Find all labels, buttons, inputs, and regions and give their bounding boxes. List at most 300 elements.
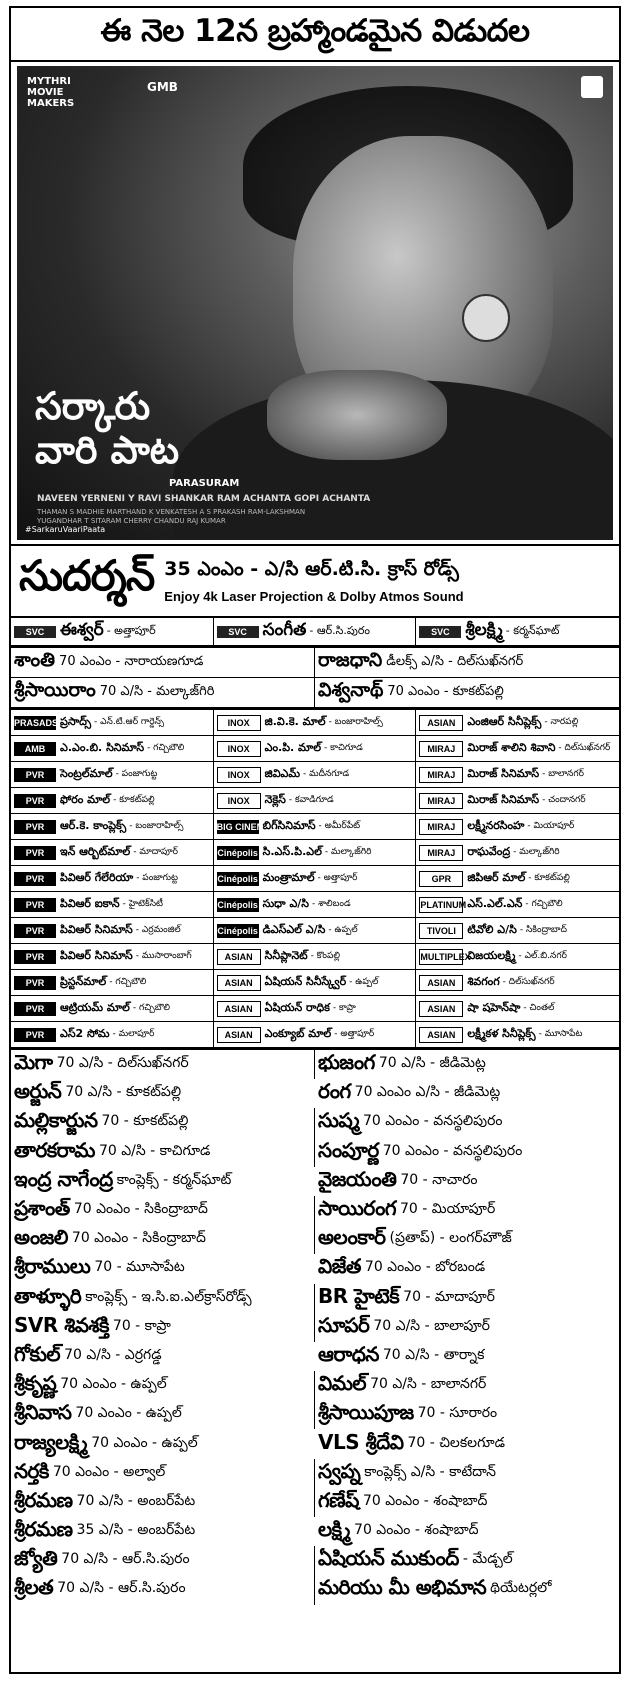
- single-screen-name: తారకరామ: [14, 1137, 95, 1162]
- chain-logo: PVR: [14, 820, 56, 834]
- theatre-details: 70 ఎ/సి - మల్కాజ్‌గిరి: [99, 683, 215, 699]
- multiplex-cell: [416, 1022, 619, 1048]
- single-screen-cell: [11, 1459, 315, 1488]
- svc-logo: SVC: [14, 626, 56, 638]
- chain-logo: INOX: [217, 767, 261, 783]
- movie-title-line1: సర్కారు: [35, 384, 151, 428]
- multiplex-location: - కూకట్‌పల్లి: [113, 794, 155, 805]
- movie-title-line2: వారి పాట: [35, 428, 180, 472]
- multiplex-name: ఏషియన్ సినీస్క్వేర్: [264, 974, 347, 988]
- chain-logo: Cinépolis: [217, 873, 258, 884]
- multiplex-name: పివిఆర్ సినిమాస్: [60, 922, 133, 936]
- multiplex-location: - బంజారాహిల్స్: [328, 716, 383, 727]
- crew-credits: THAMAN S MADHIE MARTHAND K VENKATESH A S PRAKASH RAM-LAKSHMAN YUGANDHAR T SITARAM CHERRY CHANDU RAJ KUMAR: [37, 508, 306, 525]
- single-screen-cell: [315, 1196, 619, 1225]
- single-screen-name: BR హైటెక్: [318, 1283, 400, 1308]
- chain-logo: Cinépolis: [217, 925, 258, 936]
- svc-logo: SVC: [419, 626, 461, 638]
- chain-logo: ASIAN: [419, 975, 463, 991]
- single-screen-cell: [11, 1079, 315, 1108]
- multiplex-name: డిఎస్ఎల్ ఎ/సి: [262, 922, 326, 936]
- chain-logo: ASIAN: [217, 975, 261, 991]
- single-screen-cell: [315, 1167, 619, 1196]
- multiplex-name: జి.వి.కె. మాల్: [264, 714, 326, 728]
- multiplex-cell: [416, 762, 619, 788]
- single-screen-name: ప్రశాంత్: [14, 1196, 70, 1221]
- theatre-cell: [11, 648, 315, 678]
- multiplex-cell: [11, 736, 214, 762]
- single-screen-cell: [315, 1108, 619, 1137]
- multiplex-name: మంత్రామాల్: [262, 870, 315, 884]
- multiplex-name: రాఘవేంద్ర: [467, 844, 511, 858]
- chain-logo: PVR: [14, 950, 56, 964]
- single-screen-cell: [315, 1400, 619, 1429]
- multiplex-location: - ఉప్పల్: [349, 976, 379, 987]
- single-screen-name: లక్ష్మి: [318, 1517, 351, 1542]
- hero-theatre-name: సుదర్శన్: [19, 551, 155, 600]
- multiplex-name: సి.ఎస్.పి.ఎల్: [262, 844, 322, 858]
- multiplex-location: - సికింద్రాబాద్: [519, 924, 567, 935]
- hashtag: #SarkaruVaariPaata: [25, 525, 106, 534]
- single-screen-details: 70 ఎ/సి - బాలానగర్: [370, 1376, 487, 1393]
- multiplex-location: - అమీర్‌పేట్: [318, 820, 361, 831]
- multiplex-location: - చింతల్: [523, 1002, 555, 1013]
- single-screen-details: 70 ఎ/సి - తార్నాక: [382, 1346, 485, 1363]
- single-screen-cell: [315, 1079, 619, 1108]
- single-screen-name: శ్రీకృష్ణ: [14, 1371, 57, 1396]
- chain-logo: ASIAN: [217, 949, 261, 965]
- single-screen-cell: [315, 1429, 619, 1458]
- single-screen-name: సూపర్: [318, 1312, 370, 1337]
- chain-logo: GPR: [419, 871, 463, 887]
- svc-theatres: [11, 618, 619, 648]
- multiplex-cell: [11, 762, 214, 788]
- theatre-cell: [416, 618, 619, 646]
- hero-theatre: [11, 544, 619, 618]
- theatre-name: సంగీత: [262, 619, 307, 640]
- multiplex-location: - బాలానగర్: [542, 768, 584, 779]
- multiplex-location: - శాలిబండ: [312, 898, 351, 909]
- chain-logo: ASIAN: [217, 1001, 261, 1017]
- chain-logo: MIRAJ: [419, 793, 463, 809]
- multiplex-location: - నారపల్లి: [544, 716, 579, 727]
- single-screen-name: తాళ్ళూరి: [14, 1283, 82, 1308]
- single-screen-name: సంపూర్ణ: [318, 1137, 379, 1162]
- multiplex-name: జిపిఆర్ మాల్: [467, 870, 526, 884]
- multiplex-name: ఇన్ ఆర్బిట్‌మాల్: [60, 844, 131, 858]
- multiplex-name: బిగ్‌సినిమాస్: [262, 818, 316, 832]
- multiplex-location: - కొంపల్లి: [310, 950, 340, 961]
- multiplex-cell: [11, 944, 214, 970]
- multiplex-name: సినీప్లానెట్: [264, 948, 308, 962]
- single-screen-cell: [11, 1284, 315, 1313]
- single-screen-cell: [11, 1108, 315, 1137]
- single-screen-details: 70 ఎ/సి - అంబర్‌పేట: [76, 1492, 196, 1509]
- multiplex-cell: [416, 736, 619, 762]
- single-screen-cell: [11, 1196, 315, 1225]
- multiplex-cell: [214, 762, 417, 788]
- poster-hands: [267, 370, 447, 460]
- single-screen-name: అర్జున్: [14, 1079, 62, 1104]
- multiplex-location: - మల్కాజ్‌గిరి: [324, 846, 372, 857]
- multiplex-location: - గచ్చిబౌలి: [109, 976, 147, 987]
- single-screen-name: మెగా: [14, 1050, 53, 1075]
- single-screen-cell: [315, 1254, 619, 1283]
- single-screen-cell: [315, 1313, 619, 1342]
- multiplex-cell: [11, 788, 214, 814]
- single-screen-details: 70 ఎంఎం - అల్వాల్: [52, 1463, 166, 1480]
- multiplex-location: - మదీనగూడ: [302, 768, 350, 779]
- multiplex-cell: [416, 892, 619, 918]
- release-banner: ఈ నెల 12న బ్రహ్మాండమైన విడుదల: [11, 8, 619, 62]
- single-screen-cell: [315, 1459, 619, 1488]
- single-screen-name: గోకుల్: [14, 1341, 61, 1366]
- multiplex-cell: [416, 970, 619, 996]
- single-screen-details: 70 - సూరారం: [417, 1405, 498, 1422]
- multiplex-cell: [214, 866, 417, 892]
- multiplex-cell: [214, 814, 417, 840]
- single-screen-cell: [315, 1342, 619, 1371]
- single-screen-cell: [11, 1575, 315, 1604]
- chain-logo: ASIAN: [217, 1027, 261, 1043]
- single-screen-name: అలంకార్: [318, 1225, 386, 1250]
- theatre-cell: [315, 678, 619, 708]
- multiplex-location: - మియాపూర్: [527, 820, 575, 831]
- single-screen-details: - మేడ్చల్: [462, 1551, 513, 1568]
- single-screen-details: 35 ఎ/సి - అంబర్‌పేట: [76, 1522, 196, 1539]
- multiplex-name: జివిఎమ్: [264, 766, 300, 780]
- single-screen-list: [11, 1050, 619, 1605]
- single-screen-details: 70 ఎ/సి - ఆర్.సి.పురం: [61, 1551, 190, 1568]
- chain-logo: PVR: [14, 794, 56, 808]
- multiplex-name: ఎస్2 సోమ: [60, 1026, 110, 1040]
- chain-logo: Cinépolis: [217, 899, 258, 910]
- multiplex-location: - కాచిగూడ: [324, 742, 363, 753]
- chain-logo: ASIAN: [419, 715, 463, 731]
- multiplex-location: - ఎల్.బి.నగర్: [518, 950, 567, 961]
- theatre-cell: [315, 648, 619, 678]
- producer-logo: MYTHRI MOVIE MAKERS: [27, 76, 75, 109]
- single-screen-name: ఆరాధన: [318, 1341, 379, 1366]
- single-screen-cell: [315, 1575, 619, 1604]
- single-screen-details: 70 ఎ/సి - దిల్‌సుఖ్‌నగర్: [56, 1055, 189, 1072]
- chain-logo: INOX: [217, 793, 261, 809]
- multiplex-location: - చందానగర్: [542, 794, 586, 805]
- single-screen-name: సుష్మ: [318, 1108, 359, 1133]
- single-screen-details: 70 - చిలకలగూడ: [407, 1434, 505, 1451]
- single-screen-details: (ప్రతాప్) - లంగర్‌హౌజ్: [389, 1230, 512, 1247]
- theatre-name: శ్రీలక్ష్మి: [465, 619, 503, 640]
- multiplex-name: ఎంక్యూబ్ మాల్: [264, 1026, 332, 1040]
- theatre-name: శాంతి: [14, 649, 56, 671]
- multiplex-location: - ఎర్రమంజిల్: [135, 924, 181, 935]
- single-screen-name: శ్రీరమణ: [14, 1487, 73, 1512]
- director-credit: PARASURAM: [169, 478, 240, 489]
- single-screen-name: అంజలి: [14, 1225, 68, 1250]
- multiplex-cell: [11, 710, 214, 736]
- single-screen-details: కాంప్లెక్స్ - కర్మన్‌ఘాట్: [116, 1171, 232, 1188]
- single-screen-details: 70 - కాప్రా: [112, 1317, 171, 1334]
- multiplex-cell: [214, 710, 417, 736]
- single-screen-name: ఇంద్ర నాగేంద్ర: [14, 1166, 113, 1191]
- newspaper-ad: [9, 6, 621, 1674]
- theatre-cell: [11, 618, 214, 646]
- multiplex-location: - దిల్‌సుఖ్‌నగర్: [502, 976, 555, 987]
- single-screen-details: 70 ఎంఎం - శంషాబాద్: [362, 1492, 488, 1509]
- multiplex-location: - పంజాగుట్ట: [136, 872, 178, 883]
- single-screen-cell: [11, 1167, 315, 1196]
- single-screen-cell: [315, 1138, 619, 1167]
- chain-logo: Cinépolis: [217, 847, 258, 858]
- multiplex-name: సుధా ఎ/సి: [262, 896, 310, 910]
- multiplex-location: - అత్తాపూర్: [334, 1028, 375, 1039]
- hero-theatre-details: [164, 558, 463, 604]
- chain-logo: MIRAJ: [419, 845, 463, 861]
- chain-logo: ASIAN: [419, 1027, 463, 1043]
- svc-logo: SVC: [217, 626, 259, 638]
- single-screen-details: 70 ఎ/సి - జీడిమెట్ల: [378, 1055, 486, 1072]
- multiplex-cell: [214, 840, 417, 866]
- multiplex-cell: [416, 944, 619, 970]
- single-screen-details: 70 ఎంఎం - బోరబండ: [364, 1259, 486, 1276]
- multiplex-location: - ముసారాంబాగ్: [135, 950, 192, 961]
- multiplex-location: - అత్తాపూర్: [317, 872, 358, 883]
- chain-logo: PVR: [14, 846, 56, 860]
- multiplex-cell: [214, 788, 417, 814]
- single-screen-name: VLS శ్రీదేవి: [318, 1429, 404, 1454]
- multiplex-name: షా షహెన్‌షా: [467, 1000, 521, 1014]
- chain-logo: INOX: [217, 741, 261, 757]
- multiplex-cell: [11, 918, 214, 944]
- single-screen-name: శ్రీనివాస: [14, 1400, 72, 1425]
- multiplex-location: - బంజారాహిల్స్: [129, 820, 184, 831]
- multiplex-name: ఎంజిఆర్ సినీప్లెక్స్: [467, 714, 542, 728]
- single-screen-details: 70 ఎంఎం - వనస్థలిపురం: [362, 1113, 503, 1130]
- single-screen-cell: [315, 1488, 619, 1517]
- multiplex-name: శివగంగ: [467, 974, 500, 988]
- single-screen-details: 70 ఎంఎం - ఉప్పల్: [60, 1376, 167, 1393]
- multiplex-name: ఏషియన్ రాధిక: [264, 1000, 330, 1014]
- multiplex-cell: [11, 970, 214, 996]
- theatre-details: డీలక్స్ ఎ/సి - దిల్‌సుఖ్‌నగర్: [386, 653, 524, 669]
- single-screen-cell: [11, 1517, 315, 1546]
- single-screen-name: నర్తకి: [14, 1458, 49, 1483]
- chain-logo: INOX: [217, 715, 261, 731]
- multiplex-name: లక్ష్మీకళ సినీప్లెక్స్: [467, 1026, 536, 1040]
- multiplex-cell: [416, 788, 619, 814]
- single-screen-name: శ్రీలత: [14, 1575, 54, 1600]
- single-screen-name: మల్లికార్జున: [14, 1108, 98, 1133]
- multiplex-name: మిరాజ్ శాలిని శివాని: [467, 740, 556, 754]
- single-screen-details: 70 - నాచారం: [400, 1171, 478, 1188]
- theatre-location: - అత్తాపూర్: [106, 623, 156, 637]
- chain-logo: PVR: [14, 898, 56, 912]
- single-screen-details: 70 - కూకట్‌పల్లి: [101, 1113, 189, 1130]
- chain-logo: PVR: [14, 976, 56, 990]
- producer-credits: NAVEEN YERNENI Y RAVI SHANKAR RAM ACHANTA GOPI ACHANTA: [37, 494, 371, 504]
- single-screen-details: 70 ఎంఎం ఎ/సి - జీడిమెట్ల: [354, 1084, 501, 1101]
- chain-logo: MIRAJ: [419, 767, 463, 783]
- multiplex-cell: [214, 944, 417, 970]
- chain-logo: PVR: [14, 872, 56, 886]
- multiplex-name: ఎస్.ఎల్.ఎన్: [467, 896, 523, 910]
- multiplex-cell: [11, 1022, 214, 1048]
- multiplex-cell: [11, 996, 214, 1022]
- multiplex-name: ఆర్.కె. కాంప్లెక్స్: [60, 818, 127, 832]
- single-screen-details: 70 ఎంఎం - సికింద్రాబాద్: [71, 1230, 206, 1247]
- single-screen-cell: [315, 1371, 619, 1400]
- chain-logo: PVR: [14, 768, 56, 782]
- single-screen-name: ఏషియన్ ముకుంద్: [318, 1546, 459, 1571]
- multiplex-name: విజయలక్ష్మి: [467, 948, 516, 962]
- movie-title: [35, 384, 179, 472]
- multiplex-cell: [416, 866, 619, 892]
- single-screen-details: 70 ఎంఎం - శంషాబాద్: [354, 1522, 479, 1539]
- single-screen-cell: [11, 1400, 315, 1429]
- multiplex-name: టివోలి ఎ/సి: [467, 922, 517, 936]
- multiplex-cell: [214, 736, 417, 762]
- multiplex-cell: [416, 996, 619, 1022]
- theatre-name: రాజధాని: [318, 649, 383, 671]
- multiplex-cell: [11, 840, 214, 866]
- chain-logo: PLATINUM: [419, 897, 463, 913]
- single-screen-details: 70 - మూసాపేట: [94, 1259, 185, 1276]
- multiplex-list: [11, 710, 619, 1050]
- single-screen-details: 70 ఎంఎం - సికింద్రాబాద్: [73, 1201, 208, 1218]
- multiplex-name: ప్రసాద్స్: [60, 714, 92, 728]
- single-screen-details: 70 ఎంఎం - వనస్థలిపురం: [382, 1142, 523, 1159]
- multiplex-location: - హైటెక్‌సిటీ: [122, 898, 163, 909]
- hero-theatre-tagline: Enjoy 4k Laser Projection & Dolby Atmos Sound: [164, 589, 464, 604]
- multiplex-name: ఎం.పి. మాల్: [264, 740, 322, 754]
- single-screen-cell: [11, 1342, 315, 1371]
- multiplex-cell: [416, 814, 619, 840]
- multiplex-name: ఆట్రియమ్ మాల్: [60, 1000, 130, 1014]
- multiplex-location: - మూసాపేట: [538, 1028, 583, 1039]
- multiplex-location: - కూకట్‌పల్లి: [528, 872, 570, 883]
- multiplex-name: మిరాజ్ సినిమాస్: [467, 792, 540, 806]
- studio-logo: GMB: [147, 80, 178, 94]
- single-screen-details: 70 - మాదాపూర్: [403, 1288, 495, 1305]
- multiplex-location: - మల్కాజ్‌గిరి: [513, 846, 560, 857]
- multiplex-name: సెంట్రల్‌మాల్: [60, 766, 113, 780]
- multiplex-name: పివిఆర్ సినిమాస్: [60, 948, 133, 962]
- single-screen-details: 70 ఎంఎం - ఉప్పల్: [75, 1405, 182, 1422]
- single-screen-details: 70 ఎ/సి - కాచిగూడ: [98, 1142, 211, 1159]
- multiplex-location: - మాదాపూర్: [133, 846, 178, 857]
- single-screen-name: విజేత: [318, 1254, 361, 1279]
- multiplex-location: - మలాపూర్: [112, 1028, 155, 1039]
- single-screen-cell: [11, 1225, 315, 1254]
- single-screen-name: జ్యోతి: [14, 1546, 58, 1571]
- multiplex-location: - గచ్చిబౌలి: [147, 742, 185, 753]
- theatre-location: - ఆర్.సి.పురం: [309, 623, 370, 637]
- theatre-name: ఈశ్వర్: [60, 619, 104, 640]
- theatre-details: 70 ఎంఎం - కూకట్‌పల్లి: [387, 683, 504, 699]
- single-screen-cell: [315, 1284, 619, 1313]
- single-screen-details: 70 ఎ/సి - బాలాపూర్: [373, 1317, 490, 1334]
- multiplex-cell: [11, 866, 214, 892]
- single-screen-details: 70 - మియాపూర్: [400, 1201, 496, 1218]
- multiplex-name: లక్ష్మీనరసింహ: [467, 818, 525, 832]
- single-screen-cell: [11, 1138, 315, 1167]
- single-screen-details: 70 ఎ/సి - ఆర్.సి.పురం: [57, 1580, 186, 1597]
- single-screen-name: శ్రీసాయిపూజ: [318, 1400, 414, 1425]
- multiplex-cell: [214, 1022, 417, 1048]
- multiplex-cell: [416, 918, 619, 944]
- multiplex-name: ఎ.ఎం.బి. సినిమాస్: [60, 740, 145, 754]
- single-screen-name: భుజంగ: [318, 1050, 375, 1075]
- single-screen-cell: [11, 1546, 315, 1575]
- single-screen-name: మరియు మీ అభిమాన: [318, 1575, 487, 1600]
- single-screen-cell: [11, 1313, 315, 1342]
- single-screen-name: రాజ్యలక్ష్మి: [14, 1429, 88, 1454]
- multiplex-name: నెక్లెస్: [264, 792, 286, 806]
- multiplex-name: మిరాజ్ సినిమాస్: [467, 766, 540, 780]
- chain-logo: TIVOLI: [419, 923, 463, 939]
- multiplex-cell: [214, 918, 417, 944]
- single-screen-cell: [11, 1429, 315, 1458]
- single-screen-details: 70 ఎ/సి - కూకట్‌పల్లి: [65, 1084, 182, 1101]
- chain-logo: BIG CINEMAS: [216, 821, 277, 832]
- single-screen-name: విమల్: [318, 1371, 367, 1396]
- theatre-name: శ్రీసాయిరాం: [14, 679, 96, 701]
- single-screen-cell: [11, 1254, 315, 1283]
- multiplex-name: ప్రిస్టన్‌మాల్: [60, 974, 107, 988]
- theatre-cell: [214, 618, 417, 646]
- single-screen-name: సాయిరంగ: [318, 1196, 396, 1221]
- multiplex-location: - గచ్చిబౌలి: [132, 1002, 171, 1013]
- single-screen-name: శ్రీరమణ: [14, 1517, 73, 1542]
- multiplex-cell: [416, 710, 619, 736]
- single-screen-name: స్వప్న: [318, 1458, 361, 1483]
- single-screen-details: 70 ఎంఎం - ఉప్పల్: [91, 1434, 198, 1451]
- certificate-icon: [581, 76, 603, 98]
- chain-logo: PRASADS: [14, 717, 59, 728]
- chain-logo: AMB: [14, 742, 56, 756]
- single-screen-cell: [315, 1546, 619, 1575]
- single-screen-cell: [11, 1371, 315, 1400]
- single-screen-cell: [11, 1488, 315, 1517]
- multiplex-location: - ఎన్.టి.ఆర్ గార్డెన్స్: [94, 716, 165, 727]
- single-screen-cell: [315, 1517, 619, 1546]
- multiplex-location: - గచ్చిబౌలి: [525, 898, 563, 909]
- single-screen-name: SVR శివశక్తి: [14, 1312, 109, 1337]
- neck-tattoo-icon: [462, 294, 510, 342]
- multiplex-location: - కవాడిగూడ: [288, 794, 334, 805]
- single-screen-name: గణేష్: [318, 1487, 359, 1512]
- multiplex-cell: [11, 814, 214, 840]
- single-screen-cell: [315, 1050, 619, 1079]
- multiplex-location: - దిల్‌సుఖ్‌నగర్: [558, 742, 611, 753]
- multiplex-location: - కాప్రా: [332, 1002, 356, 1013]
- multiplex-name: పివిఆర్ ఐకాన్: [60, 896, 120, 910]
- theatre-cell: [11, 678, 315, 708]
- multiplex-cell: [416, 840, 619, 866]
- multiplex-cell: [214, 970, 417, 996]
- chain-logo: MULTIPLEX: [419, 949, 463, 965]
- multiplex-location: - ఉప్పల్: [328, 924, 358, 935]
- single-screen-details: కాంప్లెక్స్ ఎ/సి - కాటేదాన్: [364, 1463, 497, 1480]
- chain-logo: MIRAJ: [419, 741, 463, 757]
- multiplex-location: - పంజాగుట్ట: [115, 768, 158, 779]
- multiplex-name: ఫోరం మాల్: [60, 792, 111, 806]
- single-screen-name: వైజయంతి: [318, 1166, 397, 1191]
- theatre-details: 70 ఎంఎం - నారాయణగూడ: [59, 653, 204, 669]
- multiplex-cell: [214, 996, 417, 1022]
- single-screen-details: కాంప్లెక్స్ - ఇ.సి.ఐ.ఎల్‌క్రాస్‌రోడ్స్: [85, 1288, 252, 1305]
- single-screen-details: థియేటర్లలో: [490, 1580, 552, 1597]
